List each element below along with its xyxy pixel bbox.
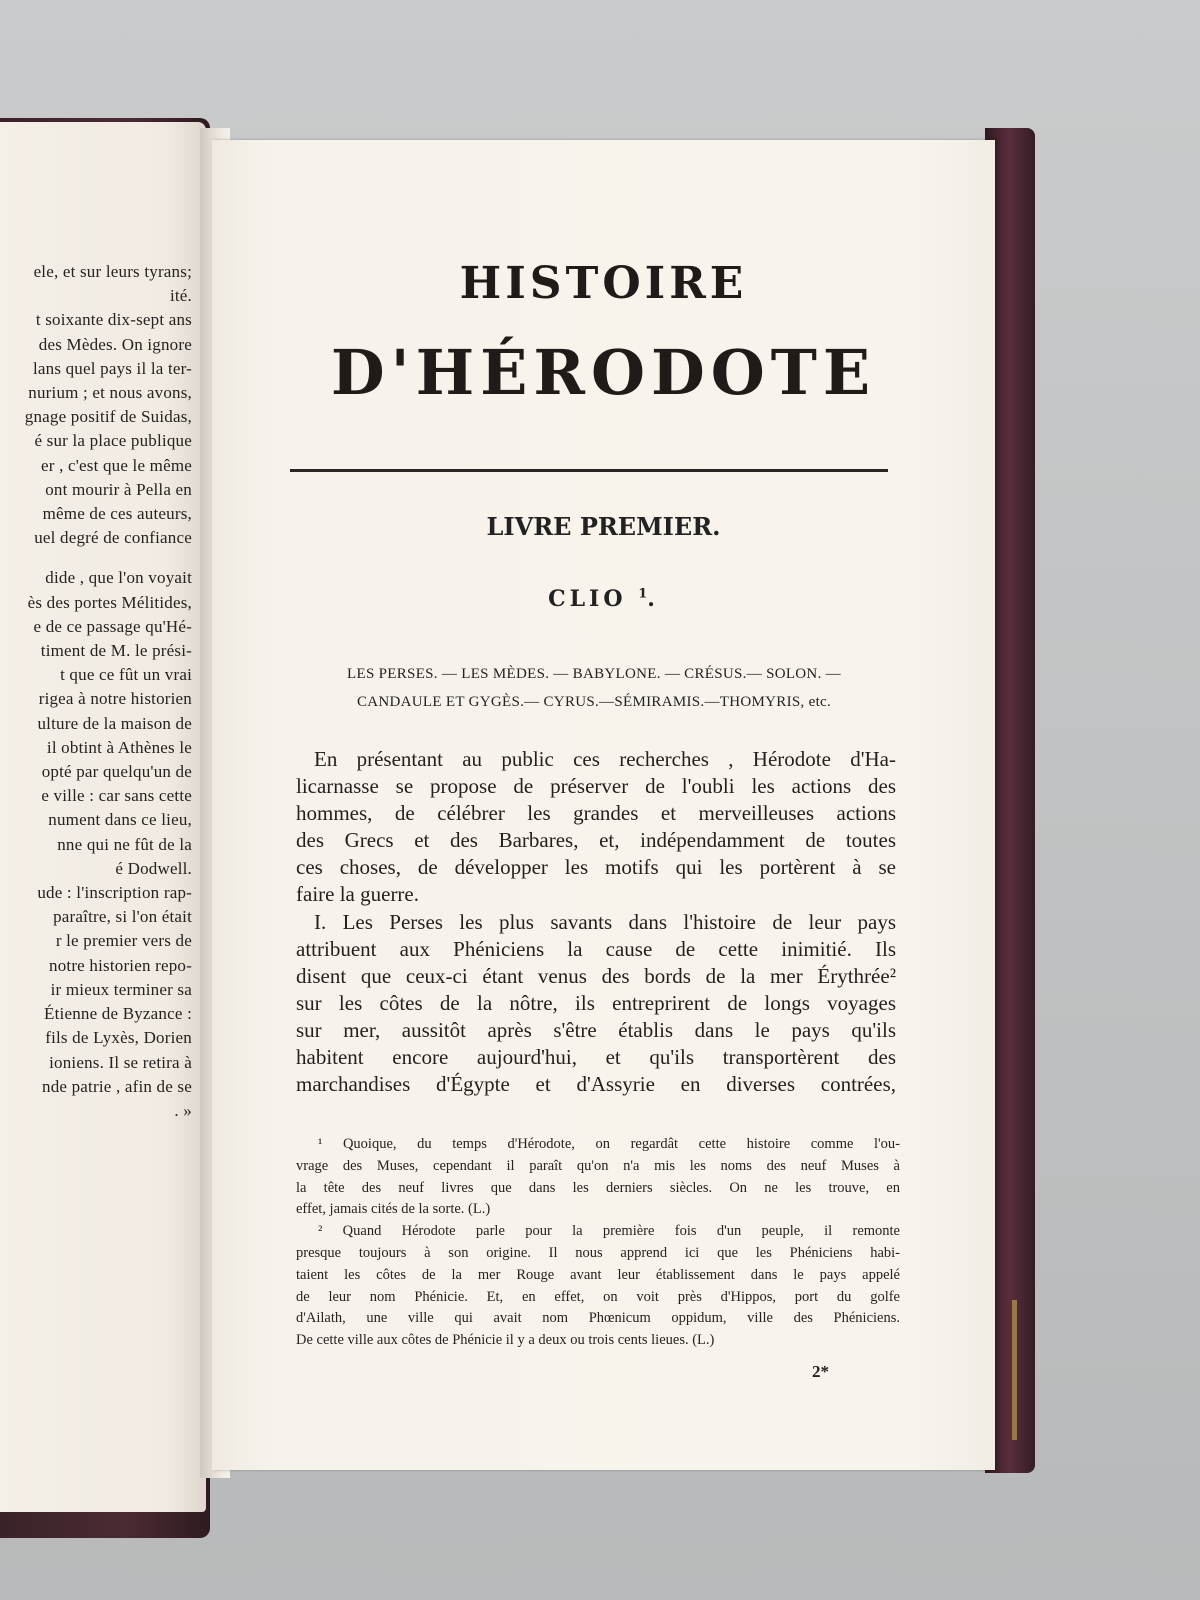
chapter-summary — [284, 660, 904, 716]
section-period: . — [647, 586, 659, 612]
title-rule — [290, 469, 888, 472]
body-line: attribuent aux Phéniciens la cause de cette inimitié. Ils — [296, 936, 896, 961]
left-line: t soixante dix-sept ans — [35, 310, 192, 330]
left-line: ès des portes Mélitides, — [27, 592, 192, 612]
left-line: opté par quelqu'un de — [41, 762, 192, 782]
left-line: uel degré de confiance — [34, 528, 192, 548]
left-line: ele, et sur leurs tyrans; — [33, 262, 192, 281]
left-line: il obtint à Athènes le — [46, 737, 192, 757]
body-line: licarnasse se propose de préserver de l'oubli les actions des — [296, 774, 896, 799]
footnote-line: De cette ville aux côtes de Phénicie il y a deux ou trois cents lieues. (L.) — [296, 1332, 715, 1349]
left-line: ulture de la maison de — [37, 713, 192, 733]
left-line: ioniens. Il se retira à — [49, 1052, 192, 1072]
left-line: r le premier vers de — [55, 931, 192, 951]
body-line: disent que ceux-ci étant venus des bords de la mer Érythrée² — [296, 963, 896, 988]
left-line: é Dodwell. — [115, 858, 192, 878]
left-line: . » — [174, 1100, 192, 1120]
book-heading: LIVRE PREMIER. — [486, 512, 721, 541]
left-line: Étienne de Byzance : — [44, 1004, 192, 1024]
left-line: gnage positif de Suidas, — [24, 407, 192, 427]
left-line: ont mourir à Pella en — [45, 479, 192, 499]
left-line: t que ce fût un vrai — [60, 665, 192, 685]
body-line: sur mer, aussitôt après s'être établis dans le pays qu'ils — [296, 1017, 896, 1042]
left-line: nne qui ne fût de la — [57, 834, 192, 854]
body-line: ces choses, de développer les motifs qui les portèrent à se — [296, 855, 896, 880]
body-text — [296, 746, 896, 1098]
left-line: e ville : car sans cette — [41, 786, 192, 806]
footnote-line: la tête des neuf livres que dans les derniers siècles. On ne les trouve, en — [296, 1179, 900, 1196]
left-page — [0, 122, 206, 1512]
section-heading — [212, 586, 995, 612]
footnote-line: de leur nom Phénicie. Et, en effet, on voit près d'Hippos, port du golfe — [296, 1288, 900, 1305]
body-line: hommes, de célébrer les grandes et merveilleuses actions — [296, 801, 896, 826]
left-line: paraître, si l'on était — [53, 907, 192, 927]
footnote-line: presque toujours à son origine. Il nous apprend ici que les Phéniciens habi- — [296, 1244, 900, 1261]
body-line: I. Les Perses les plus savants dans l'histoire de leur pays — [314, 909, 896, 934]
left-line: é sur la place publique — [34, 431, 192, 451]
left-line: nurium ; et nous avons, — [28, 383, 192, 403]
left-line: même de ces auteurs, — [42, 504, 192, 524]
footnote-line: ¹ Quoique, du temps d'Hérodote, on regardât cette histoire comme l'ou- — [318, 1136, 900, 1152]
left-line: fils de Lyxès, Dorien — [45, 1028, 192, 1048]
left-line: timent de M. le prési- — [40, 641, 192, 661]
footnote-line: d'Ailath, une ville qui avait nom Phœnicum oppidum, ville des Phéniciens. — [296, 1310, 900, 1327]
left-line: ir mieux terminer sa — [50, 979, 192, 999]
footnotes — [296, 1134, 900, 1352]
footnote-line: taient les côtes de la mer Rouge avant leur établissement dans le pays appelé — [296, 1266, 900, 1283]
body-line: marchandises d'Égypte et d'Assyrie en diverses contrées, — [296, 1072, 896, 1097]
left-line: nument dans ce lieu, — [48, 810, 192, 830]
signature-mark: 2* — [812, 1362, 829, 1381]
summary-line: CANDAULE ET GYGÈS.— CYRUS.—SÉMIRAMIS.—THOMYRIS, etc. — [356, 694, 832, 710]
section-title: CLIO — [548, 586, 627, 612]
left-line: ude : l'inscription rap- — [37, 883, 192, 903]
left-line: er , c'est que le même — [41, 455, 192, 475]
title-line-1: HISTOIRE — [459, 258, 748, 309]
gilt-edge — [1012, 1300, 1017, 1440]
right-page — [212, 140, 995, 1470]
left-line: lans quel pays il la ter- — [32, 358, 192, 378]
footnote-line: ² Quand Hérodote parle pour la première fois d'un peuple, il remonte — [318, 1223, 900, 1240]
left-line: des Mèdes. On ignore — [38, 334, 192, 354]
body-line: sur les côtes de la nôtre, ils entreprirent de longs voyages — [296, 990, 896, 1015]
section-note-marker: 1 — [638, 586, 648, 602]
footnote-line: vrage des Muses, cependant il paraît qu'on n'a mis les noms des neuf Muses à — [296, 1157, 900, 1174]
left-line: notre historien repo- — [49, 955, 192, 975]
body-line: faire la guerre. — [296, 882, 419, 907]
left-line: rigea à notre historien — [38, 689, 192, 709]
left-line: e de ce passage qu'Hé- — [33, 616, 192, 636]
body-line: En présentant au public ces recherches , Hérodote d'Ha- — [314, 747, 896, 771]
left-line: dide , que l'on voyait — [45, 568, 192, 588]
footnote-line: effet, jamais cités de la sorte. (L.) — [296, 1201, 491, 1218]
left-page-text — [0, 260, 192, 1123]
title-line-2: D'HÉRODOTE — [330, 336, 877, 409]
left-line: nde patrie , afin de se — [42, 1076, 192, 1096]
body-line: des Grecs et des Barbares, et, indépendamment de toutes — [296, 828, 896, 853]
body-line: habitent encore aujourd'hui, et qu'ils transportèrent des — [296, 1045, 896, 1070]
summary-line: LES PERSES. — LES MÈDES. — BABYLONE. — CRÉSUS.— SOLON. — — [347, 666, 841, 682]
left-line: ité. — [169, 286, 192, 306]
